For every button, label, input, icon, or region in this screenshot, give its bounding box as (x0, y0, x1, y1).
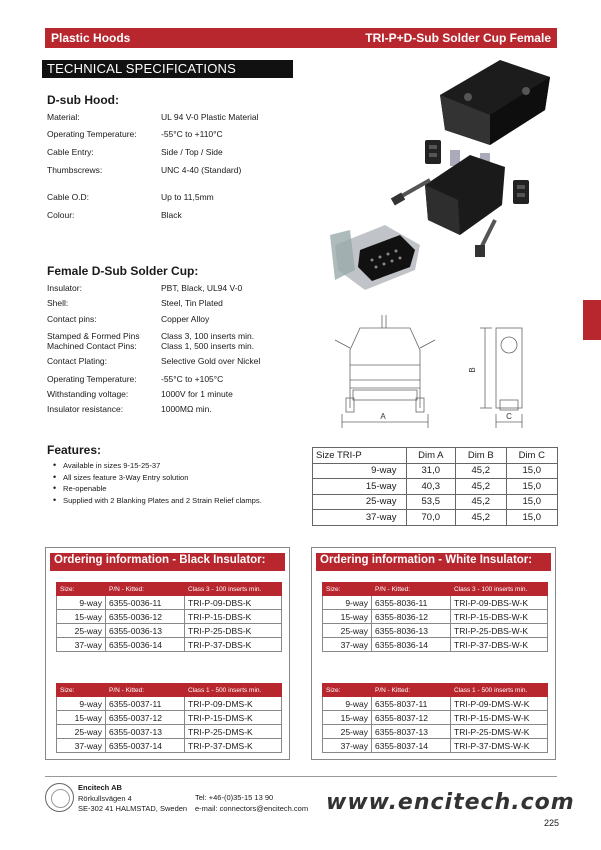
ordering-box-black (45, 547, 290, 760)
spec-label: Colour: (47, 210, 75, 220)
ordering-cell: TRI-P-37-DMS-K (185, 739, 282, 753)
dims-cell: 15,0 (506, 463, 557, 479)
ordering-header-cell: Class 3 - 100 inserts min. (451, 583, 548, 596)
feature-item: • Available in sizes 9-15-25-37 (53, 460, 262, 472)
spec-value: Side / Top / Side (161, 147, 223, 157)
ordering-cell: 6355-8036-12 (372, 610, 451, 624)
ordering-cell: 6355-8037-13 (372, 725, 451, 739)
ordering-header-row (323, 583, 548, 596)
ordering-row (57, 596, 282, 610)
dims-cell: 53,5 (406, 494, 456, 510)
dims-cell: 45,2 (456, 494, 507, 510)
ordering-cell: TRI-P-37-DBS-W-K (451, 638, 548, 652)
dims-cell: 45,2 (456, 510, 507, 526)
ordering-cell: 6355-8037-11 (372, 697, 451, 711)
spec-row (47, 210, 327, 221)
ordering-header-cell: Size: (57, 684, 106, 697)
ordering-row (57, 638, 282, 652)
spec-row (47, 341, 327, 352)
ordering-header-row (323, 684, 548, 697)
spec-row (47, 165, 327, 176)
dims-cell: 45,2 (456, 463, 507, 479)
spec-value: -55°C to +105°C (161, 374, 224, 384)
ordering-cell: 6355-0036-12 (106, 610, 185, 624)
ordering-title-white: Ordering information - White Insulator: (316, 553, 551, 571)
dims-header-cell: Dim C (506, 448, 557, 464)
spec-value: 1000V for 1 minute (161, 389, 233, 399)
spec-value: Selective Gold over Nickel (161, 356, 261, 366)
ordering-table-black-class1 (56, 683, 282, 753)
company-address (78, 783, 187, 815)
spec-label: Withstanding voltage: (47, 389, 129, 399)
feature-item: • All sizes feature 3-Way Entry solution (53, 472, 262, 484)
ordering-cell: TRI-P-15-DBS-W-K (451, 610, 548, 624)
dims-cell: 15-way (313, 479, 407, 495)
ordering-table-black-class3 (56, 582, 282, 652)
ordering-cell: 6355-0037-12 (106, 711, 185, 725)
ordering-cell: TRI-P-25-DBS-K (185, 624, 282, 638)
spec-value: Class 3, 100 inserts min. (161, 331, 255, 341)
company-name: Encitech AB (78, 783, 122, 792)
dims-cell: 15,0 (506, 494, 557, 510)
ordering-row (323, 711, 548, 725)
product-exploded-view-image (330, 55, 560, 300)
ordering-table-white-class3 (322, 582, 548, 652)
cup-section-title: Female D-Sub Solder Cup: (47, 264, 199, 278)
ordering-cell: 6355-8037-14 (372, 739, 451, 753)
ordering-row (323, 596, 548, 610)
dimension-drawing (320, 310, 560, 442)
ordering-cell: 15-way (57, 610, 106, 624)
dims-row (313, 463, 558, 479)
ordering-cell: 37-way (57, 638, 106, 652)
dims-cell: 40,3 (406, 479, 456, 495)
features-list (53, 460, 262, 506)
ordering-cell: TRI-P-37-DMS-W-K (451, 739, 548, 753)
spec-value: Copper Alloy (161, 314, 210, 324)
ordering-header-cell: P/N - Kitted: (372, 583, 451, 596)
spec-label: Material: (47, 112, 80, 122)
feature-item: • Re-openable (53, 483, 262, 495)
ordering-title-black: Ordering information - Black Insulator: (50, 553, 285, 571)
spec-value: Up to 11,5mm (161, 192, 214, 202)
spec-row (47, 374, 327, 385)
ordering-header-cell: P/N - Kitted: (372, 684, 451, 697)
ordering-cell: 37-way (57, 739, 106, 753)
ordering-header-cell: Size: (323, 684, 372, 697)
ordering-cell: 37-way (323, 739, 372, 753)
ordering-cell: TRI-P-37-DBS-K (185, 638, 282, 652)
spec-row (47, 404, 327, 415)
spec-label: Insulator: (47, 283, 82, 293)
certification-seal-icon (45, 783, 74, 812)
dims-cell: 25-way (313, 494, 407, 510)
spec-value: Black (161, 210, 182, 220)
ordering-row (323, 624, 548, 638)
dimensions-table (312, 447, 558, 526)
ordering-header-row (57, 583, 282, 596)
dim-label-a: A (380, 412, 386, 421)
ordering-cell: TRI-P-15-DMS-W-K (451, 711, 548, 725)
dims-cell: 15,0 (506, 510, 557, 526)
spec-label: Operating Temperature: (47, 374, 137, 384)
spec-label: Insulator resistance: (47, 404, 124, 414)
spec-value: 1000MΩ min. (161, 404, 212, 414)
header-category: Plastic Hoods (51, 30, 131, 45)
ordering-row (57, 697, 282, 711)
ordering-cell: TRI-P-25-DBS-W-K (451, 624, 548, 638)
ordering-cell: 15-way (323, 610, 372, 624)
ordering-row (323, 638, 548, 652)
dims-header-cell: Dim A (406, 448, 456, 464)
ordering-cell: 9-way (323, 596, 372, 610)
feature-item: • Supplied with 2 Blanking Plates and 2 Strain Relief clamps. (53, 495, 262, 507)
ordering-cell: TRI-P-09-DMS-W-K (451, 697, 548, 711)
spec-label: Operating Temperature: (47, 129, 137, 139)
page-number: 225 (544, 818, 560, 828)
spec-row (47, 283, 327, 294)
spec-row (47, 112, 327, 123)
ordering-header-cell: P/N - Kitted: (106, 583, 185, 596)
spec-label: Shell: (47, 298, 69, 308)
ordering-cell: TRI-P-09-DBS-W-K (451, 596, 548, 610)
footer-rule (45, 776, 557, 777)
ordering-row (57, 610, 282, 624)
dims-cell: 9-way (313, 463, 407, 479)
company-email[interactable]: e-mail: connectors@encitech.com (195, 803, 309, 813)
spec-row (47, 192, 327, 203)
company-phone: Tel: +46-(0)35-15 13 90 (195, 793, 274, 802)
hood-section-title: D-sub Hood: (47, 93, 119, 107)
dims-header-row (313, 448, 558, 464)
ordering-row (323, 697, 548, 711)
ordering-row (57, 739, 282, 753)
tech-spec-title: TECHNICAL SPECIFICATIONS (42, 60, 293, 78)
dims-cell: 45,2 (456, 479, 507, 495)
ordering-cell: TRI-P-25-DMS-K (185, 725, 282, 739)
spec-label: Cable O.D: (47, 192, 90, 202)
dim-label-c: C (506, 412, 512, 421)
ordering-cell: 6355-8036-13 (372, 624, 451, 638)
header-product-title: TRI-P+D-Sub Solder Cup Female (365, 30, 551, 45)
spec-label: Contact Plating: (47, 356, 108, 366)
ordering-header-cell: Class 1 - 500 inserts min. (451, 684, 548, 697)
spec-label: Cable Entry: (47, 147, 94, 157)
ordering-row (323, 610, 548, 624)
header-bar (45, 28, 557, 47)
dims-cell: 15,0 (506, 479, 557, 495)
ordering-cell: 25-way (323, 624, 372, 638)
ordering-cell: 25-way (323, 725, 372, 739)
dims-row (313, 510, 558, 526)
spec-value: UL 94 V-0 Plastic Material (161, 112, 259, 122)
ordering-cell: 6355-0036-11 (106, 596, 185, 610)
ordering-cell: 6355-8037-12 (372, 711, 451, 725)
ordering-header-cell: Size: (57, 583, 106, 596)
ordering-cell: 6355-0037-14 (106, 739, 185, 753)
ordering-row (323, 739, 548, 753)
side-tab-marker (583, 300, 601, 340)
ordering-cell: 9-way (57, 596, 106, 610)
ordering-cell: 6355-0037-11 (106, 697, 185, 711)
spec-value: Steel, Tin Plated (161, 298, 223, 308)
spec-label: Machined Contact Pins: (47, 341, 137, 351)
ordering-row (323, 725, 548, 739)
ordering-header-cell: Class 1 - 500 inserts min. (185, 684, 282, 697)
spec-row (47, 314, 327, 325)
ordering-cell: 6355-0036-13 (106, 624, 185, 638)
ordering-row (57, 725, 282, 739)
website-link[interactable]: www.encitech.com (326, 790, 575, 815)
spec-label: Stamped & Formed Pins (47, 331, 140, 341)
ordering-cell: 6355-0037-13 (106, 725, 185, 739)
dims-cell: 70,0 (406, 510, 456, 526)
company-street: Rörkullsvägen 4 (78, 793, 132, 803)
ordering-cell: TRI-P-09-DMS-K (185, 697, 282, 711)
ordering-header-row (57, 684, 282, 697)
spec-value: PBT, Black, UL94 V-0 (161, 283, 243, 293)
ordering-cell: 6355-0036-14 (106, 638, 185, 652)
ordering-cell: 15-way (323, 711, 372, 725)
dims-header-cell: Dim B (456, 448, 507, 464)
ordering-cell: 6355-8036-11 (372, 596, 451, 610)
header-rule (45, 47, 557, 48)
ordering-header-cell: Class 3 - 100 inserts min. (185, 583, 282, 596)
ordering-cell: 15-way (57, 711, 106, 725)
spec-label: Thumbscrews: (47, 165, 103, 175)
spec-row (47, 389, 327, 400)
spec-row (47, 298, 327, 309)
dims-header-cell: Size TRI-P (313, 448, 407, 464)
features-title: Features: (47, 443, 102, 457)
spec-value: Class 1, 500 inserts min. (161, 341, 255, 351)
ordering-cell: TRI-P-15-DBS-K (185, 610, 282, 624)
spec-label: Contact pins: (47, 314, 97, 324)
dims-row (313, 479, 558, 495)
dims-cell: 31,0 (406, 463, 456, 479)
dims-row (313, 494, 558, 510)
ordering-cell: 9-way (323, 697, 372, 711)
dims-cell: 37-way (313, 510, 407, 526)
ordering-cell: TRI-P-09-DBS-K (185, 596, 282, 610)
company-contact (195, 793, 308, 814)
ordering-cell: 25-way (57, 624, 106, 638)
dim-label-b: B (468, 367, 477, 373)
ordering-box-white (311, 547, 556, 760)
spec-row (47, 147, 327, 158)
ordering-cell: 37-way (323, 638, 372, 652)
ordering-header-cell: Size: (323, 583, 372, 596)
spec-row (47, 356, 327, 367)
ordering-cell: 9-way (57, 697, 106, 711)
ordering-row (57, 624, 282, 638)
ordering-cell: TRI-P-15-DMS-K (185, 711, 282, 725)
ordering-table-white-class1 (322, 683, 548, 753)
spec-value: UNC 4-40 (Standard) (161, 165, 242, 175)
ordering-cell: 25-way (57, 725, 106, 739)
company-city: SE-302 41 HALMSTAD, Sweden (78, 804, 188, 813)
ordering-row (57, 711, 282, 725)
ordering-cell: TRI-P-25-DMS-W-K (451, 725, 548, 739)
ordering-cell: 6355-8036-14 (372, 638, 451, 652)
spec-row (47, 129, 327, 140)
spec-value: -55°C to +110°C (161, 129, 223, 139)
ordering-header-cell: P/N - Kitted: (106, 684, 185, 697)
